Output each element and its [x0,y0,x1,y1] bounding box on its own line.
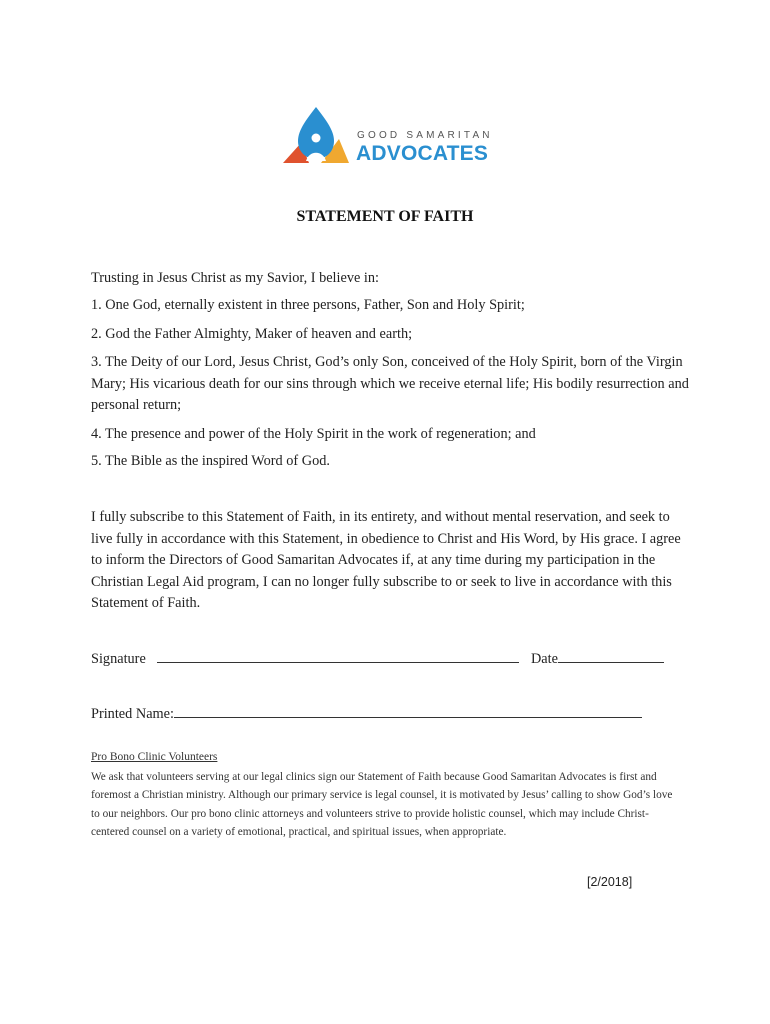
note-body: We ask that volunteers serving at our legal clinics sign our Statement of Faith because Good Samaritan Advocates is first and foremost a Christian ministry. Although our primary service is legal counsel, it is motivated by Jesus’ calling to show God’s love to our neighbors. Our pro bono clinic attorneys and volunteers strive to provide holistic counsel, which may include Christ-centered counsel on a variety of emotional, practical, and spiritual issues, when appropriate. [91,771,673,838]
subscription-paragraph: I fully subscribe to this Statement of Faith, in its entirety, and without mental reservation, and seek to live fully in accordance with this Statement, in obedience to Christ and His Word, by His grace. I agree to inform the Directors of Good Samaritan Advocates if, at any time during my participation in the Christian Legal Aid program, I can no longer fully subscribe to or seek to live in accordance with this Statement of Faith. [91,509,681,611]
page-title: STATEMENT OF FAITH [296,208,474,225]
signature-label: Signature [91,651,146,667]
logo-main-text: ADVOCATES [356,142,489,165]
signature-row [91,648,664,668]
printed-name-label: Printed Name: [91,706,174,722]
logo-mark-icon [283,103,353,169]
note-heading: Pro Bono Clinic Volunteers [91,751,218,763]
belief-item: 4. The presence and power of the Holy Spirit in the work of regeneration; and [91,426,536,442]
revision-date: [2/2018] [587,875,633,889]
organization-logo [283,103,493,169]
printed-name-row [91,703,642,723]
belief-item: 1. One God, eternally existent in three persons, Father, Son and Holy Spirit; [91,297,525,313]
belief-item: 3. The Deity of our Lord, Jesus Christ, God’s only Son, conceived of the Holy Spirit, born of the Virgin Mary; His vicarious death for our sins through which we receive eternal life; His bodily resurrection and personal return; [91,354,689,413]
date-line[interactable] [558,648,664,663]
intro-text: Trusting in Jesus Christ as my Savior, I believe in: [91,270,380,286]
belief-item: 5. The Bible as the inspired Word of God. [91,453,330,469]
logo-blue-drop [298,107,334,159]
belief-item: 2. God the Father Almighty, Maker of heaven and earth; [91,326,413,342]
date-label: Date [530,651,558,667]
printed-name-line[interactable] [174,703,642,718]
signature-line[interactable] [157,648,519,663]
logo-top-text: GOOD SAMARITAN [357,130,493,141]
